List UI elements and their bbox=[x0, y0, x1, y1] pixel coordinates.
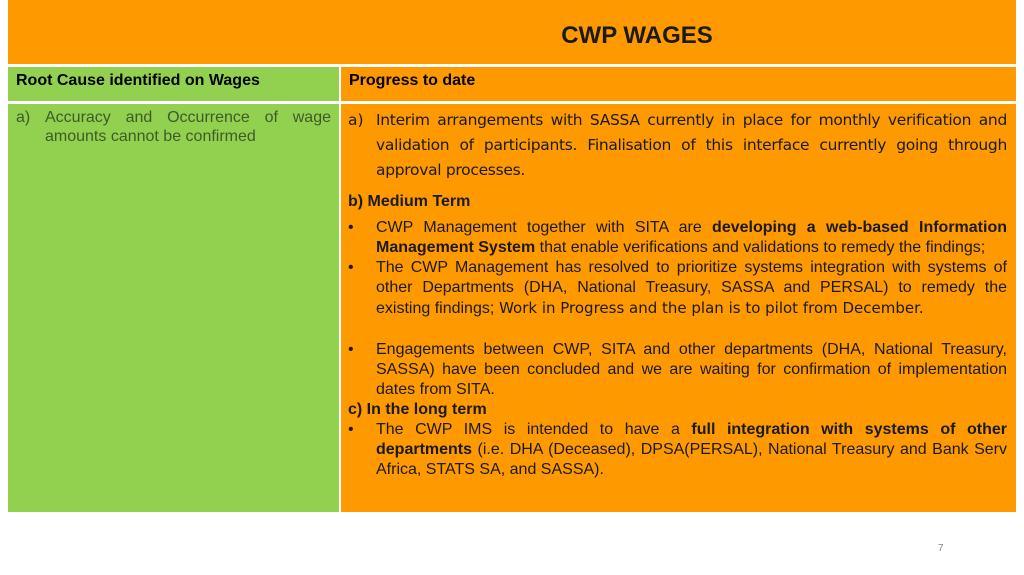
column-header-root-cause: Root Cause identified on Wages bbox=[8, 67, 339, 101]
root-cause-item-text: Accuracy and Occurrence of wage amounts cannot be confirmed bbox=[45, 109, 331, 145]
bullet-text: Engagements between CWP, SITA and other departments (DHA, National Treasury, SASSA) have been concluded and we are waiting for confirmation of implementation dates from SITA. bbox=[376, 341, 1007, 398]
column-header-progress: Progress to date bbox=[341, 67, 1016, 101]
interim-item-text: Interim arrangements with SASSA currently in place for monthly verification and validation of participants. Finalisation of this interface currently going through approval processes. bbox=[376, 111, 1007, 179]
progress-cell bbox=[341, 104, 1016, 512]
bullet-icon: • bbox=[348, 219, 354, 236]
medium-term-heading: b) Medium Term bbox=[348, 193, 471, 210]
medium-term-list bbox=[348, 218, 1007, 400]
root-cause-item-label: a) bbox=[16, 109, 31, 126]
bullet-icon: • bbox=[348, 259, 354, 276]
bullet-emphasis: developing a web-based Information Management System bbox=[376, 219, 1007, 256]
bullet-emphasis: full integration with systems of other departments bbox=[376, 421, 1007, 458]
list-item bbox=[348, 218, 1007, 258]
title-banner bbox=[8, 0, 1016, 64]
bullet-text: (i.e. DHA (Deceased), DPSA(PERSAL), National Treasury and Bank Serv Africa, STATS SA, and SASSA). bbox=[376, 441, 1007, 478]
bullet-text: CWP Management together with SITA are bbox=[376, 219, 713, 236]
bullet-text-tail: Work in Progress and the plan is to pilot from December. bbox=[494, 299, 924, 317]
bullet-text: The CWP Management has resolved to prioritize systems integration with systems of other Departments (DHA, National Treasury, SASSA and PERSAL) to remedy the existing findings; bbox=[376, 259, 1007, 317]
interim-arrangement-item bbox=[348, 108, 1007, 183]
list-item bbox=[348, 258, 1007, 319]
list-item bbox=[348, 340, 1007, 400]
bullet-icon: • bbox=[348, 421, 354, 438]
bullet-text: The CWP IMS is intended to have a bbox=[376, 421, 692, 438]
root-cause-cell bbox=[8, 104, 339, 512]
slide-title: CWP WAGES bbox=[561, 22, 713, 49]
interim-item-label: a) bbox=[348, 111, 364, 129]
long-term-heading: c) In the long term bbox=[348, 401, 487, 418]
long-term-list bbox=[348, 420, 1007, 480]
bullet-icon: • bbox=[348, 341, 354, 358]
list-item bbox=[348, 420, 1007, 480]
root-cause-item bbox=[16, 108, 331, 146]
page-number: 7 bbox=[938, 543, 944, 554]
bullet-text: that enable verifications and validations to remedy the findings; bbox=[535, 239, 986, 256]
